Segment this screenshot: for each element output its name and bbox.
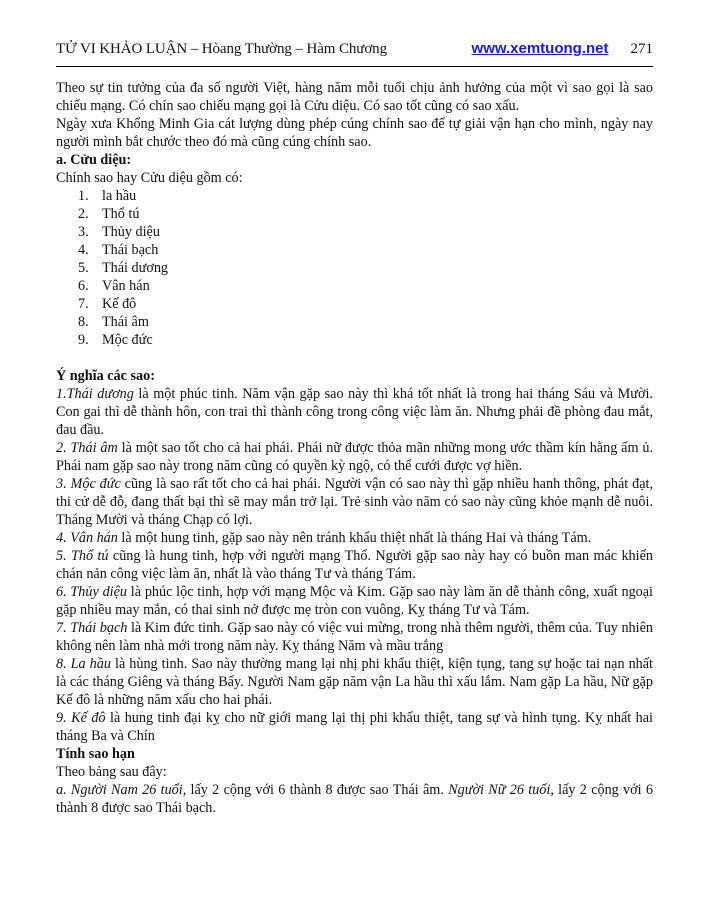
meaning-entry: [56, 439, 653, 475]
intro-paragraph: Ngày xưa Khổng Minh Gia cát lượng dùng phép cúng chính sao để tự giải vận hạn cho mình, ngày nay người mình bắt chước theo đó mà cũng cúng chính sao.: [56, 116, 653, 150]
list-item: [56, 331, 653, 349]
item-number: 8.: [78, 314, 89, 330]
item-number: 6.: [78, 278, 89, 294]
meaning-entry: [56, 529, 653, 547]
star-description: là hung tinh đại kỵ cho nữ giới mang lại thị phi khẩu thiệt, tang sự và hình tụng. Kỵ nhất hai tháng Ba và Chín: [56, 710, 653, 744]
star-description: là một phúc tinh. Năm vận gặp sao này thì khá tốt nhất là trong hai tháng Sáu và Mười. Con gai thì dễ thành hôn, con trai thì thành công trong công việc làm ăn. Nhưng phải đề phòng đau mắt, đau đầu.: [56, 386, 653, 438]
item-number: 7.: [78, 296, 89, 312]
list-item: [56, 295, 653, 313]
list-item: [56, 259, 653, 277]
list-item: [56, 313, 653, 331]
star-name: 8. La hầu: [56, 656, 111, 672]
list-item: [56, 187, 653, 205]
list-item: [56, 277, 653, 295]
section-heading-meaning: Ý nghĩa các sao:: [56, 368, 155, 384]
meaning-entry: [56, 655, 653, 709]
star-description: cũng là sao rất tốt cho cả hai phái. Người vận có sao này thì gặp nhiều hanh thông, phát đạt, thi cử dễ đỗ, đang thất bại thì sẽ may mắn trở lại. Trẻ sinh vào năm có sao này cũng khỏe mạnh dễ nuôi. Tháng Mười và tháng Chạp có lợi.: [56, 476, 653, 528]
star-name: 3. Mộc đức: [56, 476, 121, 492]
item-label: Thái dương: [102, 260, 169, 276]
example-subject-female: Người Nữ 26 tuổi,: [448, 782, 554, 798]
star-name: 1.Thái dương: [56, 386, 134, 402]
star-description: là hùng tinh. Sao này thường mang lại nhị phi khẩu thiệt, kiện tụng, tang sự hoặc tai nạn nhất là các tháng Giêng và tháng Bẩy. Người Nam gặp năm vận La hầu thì xấu lắm. Nam gặp La hầu, Nữ gặp Kế đô là những năm xấu cho hai phái.: [56, 656, 653, 708]
intro-paragraph: Theo sự tin tưởng của đa số người Việt, hàng năm mỗi tuổi chịu ảnh hưởng của một vì sao gọi là sao chiếu mạng. Có chín sao chiếu mạng gọi là Cửu diệu. Có sao tốt cũng có sao xấu.: [56, 80, 653, 114]
book-title: TỬ VI KHẢO LUẬN – Hòang Thường – Hàm Chương: [56, 41, 387, 57]
example-subject-male: a. Người Nam 26 tuổi,: [56, 782, 187, 798]
star-name: 7. Thái bạch: [56, 620, 128, 636]
item-label: Mộc đức: [102, 332, 153, 348]
meaning-entry: [56, 709, 653, 745]
list-item: [56, 223, 653, 241]
list-item: [56, 205, 653, 223]
spacer: [56, 349, 653, 367]
star-description: là một hung tinh, gặp sao này nên tránh khẩu thiệt nhất là tháng Hai và tháng Tám.: [117, 530, 592, 546]
page-number: 271: [630, 41, 653, 57]
item-number: 9.: [78, 332, 89, 348]
item-label: Kế đô: [102, 296, 137, 312]
item-label: la hầu: [102, 188, 137, 204]
section-heading-calc: Tính sao hạn: [56, 746, 135, 762]
item-number: 5.: [78, 260, 89, 276]
star-name: 2. Thái âm: [56, 440, 118, 456]
list-item: [56, 241, 653, 259]
item-number: 3.: [78, 224, 89, 240]
section-heading-cuu-dieu: a. Cửu diệu:: [56, 152, 132, 168]
star-description: cũng là hung tinh, hợp với người mạng Thổ. Người gặp sao này hay có buồn man mác khiến chán nản công việc làm ăn, nhất là vào tháng Tư và tháng Tám.: [56, 548, 653, 582]
item-label: Thái bạch: [102, 242, 159, 258]
document-page: [56, 40, 653, 817]
item-label: Vân hán: [102, 278, 150, 294]
star-name: 5. Thổ tú: [56, 548, 109, 564]
meaning-entry: [56, 583, 653, 619]
star-name: 4. Vân hán: [56, 530, 118, 546]
item-label: Thủy diệu: [102, 224, 160, 240]
calc-lead: Theo bảng sau đây:: [56, 764, 167, 780]
item-number: 4.: [78, 242, 89, 258]
example-text: lấy 2 cộng với 6 thành 8 được sao Thái bạch.: [56, 782, 653, 816]
item-number: 2.: [78, 206, 89, 222]
item-number: 1.: [78, 188, 89, 204]
section-lead: Chính sao hay Cửu diệu gồm có:: [56, 170, 243, 186]
calc-example: [56, 781, 653, 817]
star-list: [56, 187, 653, 349]
meaning-entry: [56, 547, 653, 583]
star-name: 9. Kế đô: [56, 710, 106, 726]
star-description: là một sao tốt cho cả hai phái. Phái nữ được thỏa mãn những mong ước thầm kín hằng ấm ủ. Phái nam gặp sao này trong năm cũng có quyền kỳ ngộ, có thể cưới được vợ hiền.: [56, 440, 653, 474]
meaning-entry: [56, 475, 653, 529]
star-name: 6. Thủy diệu: [56, 584, 128, 600]
meaning-entry: [56, 619, 653, 655]
item-label: Thổ tú: [102, 206, 140, 222]
star-description: là Kim đức tinh. Gặp sao này có việc vui mừng, trong nhà thêm người, thêm của. Tuy nhiên không nên làm nhà mới trong năm này. Kỵ tháng Năm và mầu trắng: [56, 620, 653, 654]
meaning-entry: [56, 385, 653, 439]
star-description: là phúc lộc tinh, hợp với mạng Mộc và Kim. Gặp sao này làm ăn dễ thành công, xuất ngoại gặp nhiều may mắn, có thai sinh nở được mẹ tròn con vuông. Kỵ tháng Tư và Tám.: [56, 584, 653, 618]
website-link[interactable]: www.xemtuong.net: [471, 40, 609, 57]
page-header: [56, 40, 653, 62]
example-text: lấy 2 cộng với 6 thành 8 được sao Thái âm.: [186, 782, 449, 798]
item-label: Thái âm: [102, 314, 149, 330]
header-rule: [56, 66, 653, 67]
